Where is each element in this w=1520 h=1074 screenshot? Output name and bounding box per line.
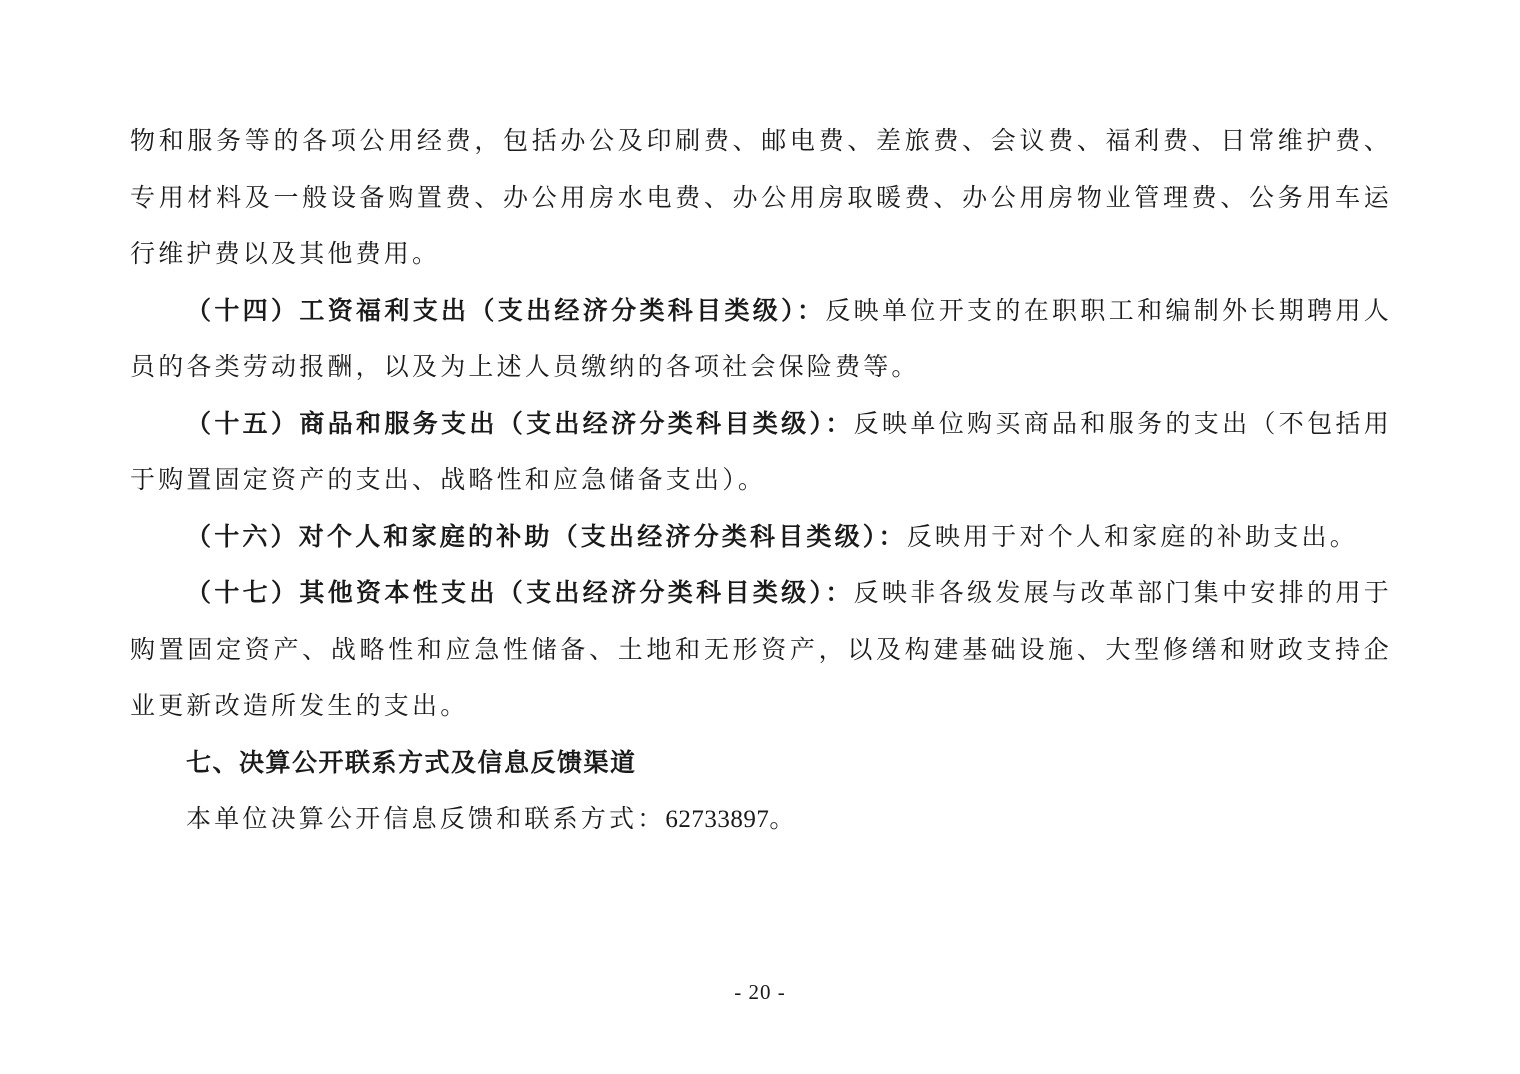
- item-term-17: （十七）其他资本性支出（支出经济分类科目类级）：: [186, 578, 854, 607]
- section-heading-text: 七、决算公开联系方式及信息反馈渠道: [186, 747, 637, 777]
- item-description-16: 反映用于对个人和家庭的补助支出。: [906, 521, 1358, 551]
- document-body: [130, 113, 1392, 849]
- continuation-paragraph: [130, 113, 1392, 283]
- item-term-14: （十四）工资福利支出（支出经济分类科目类级）：: [186, 295, 826, 325]
- item-paragraph-15: [130, 396, 1392, 509]
- contact-number: 62733897: [665, 806, 770, 833]
- contact-label: 本单位决算公开信息反馈和联系方式：: [186, 804, 666, 833]
- item-paragraph-17: [130, 565, 1392, 735]
- item-paragraph-14: [130, 283, 1392, 396]
- contact-end: 。: [769, 804, 798, 833]
- page-number: - 20 -: [734, 980, 786, 1004]
- item-description-14: 反映单位开支的在职职工和编制外长期聘用人员的各类劳动报酬，以及为上述人员缴纳的各项社会保险费等。: [130, 295, 1392, 381]
- continuation-text: 物和服务等的各项公用经费，包括办公及印刷费、邮电费、差旅费、会议费、福利费、日常维护费、专用材料及一般设备购置费、办公用房水电费、办公用房取暖费、办公用房物业管理费、公务用车运行维护费以及其他费用。: [130, 126, 1392, 268]
- item-paragraph-16: [130, 509, 1392, 566]
- contact-paragraph: [130, 791, 1392, 849]
- section-heading: [130, 735, 1392, 792]
- item-term-16: （十六）对个人和家庭的补助（支出经济分类科目类级）：: [186, 521, 907, 551]
- item-description-17: 反映非各级发展与改革部门集中安排的用于购置固定资产、战略性和应急性储备、土地和无形资产，以及构建基础设施、大型修缮和财政支持企业更新改造所发生的支出。: [130, 578, 1392, 720]
- item-term-15: （十五）商品和服务支出（支出经济分类科目类级）：: [186, 408, 854, 438]
- item-description-15: 反映单位购买商品和服务的支出（不包括用于购置固定资产的支出、战略性和应急储备支出）。: [130, 408, 1392, 494]
